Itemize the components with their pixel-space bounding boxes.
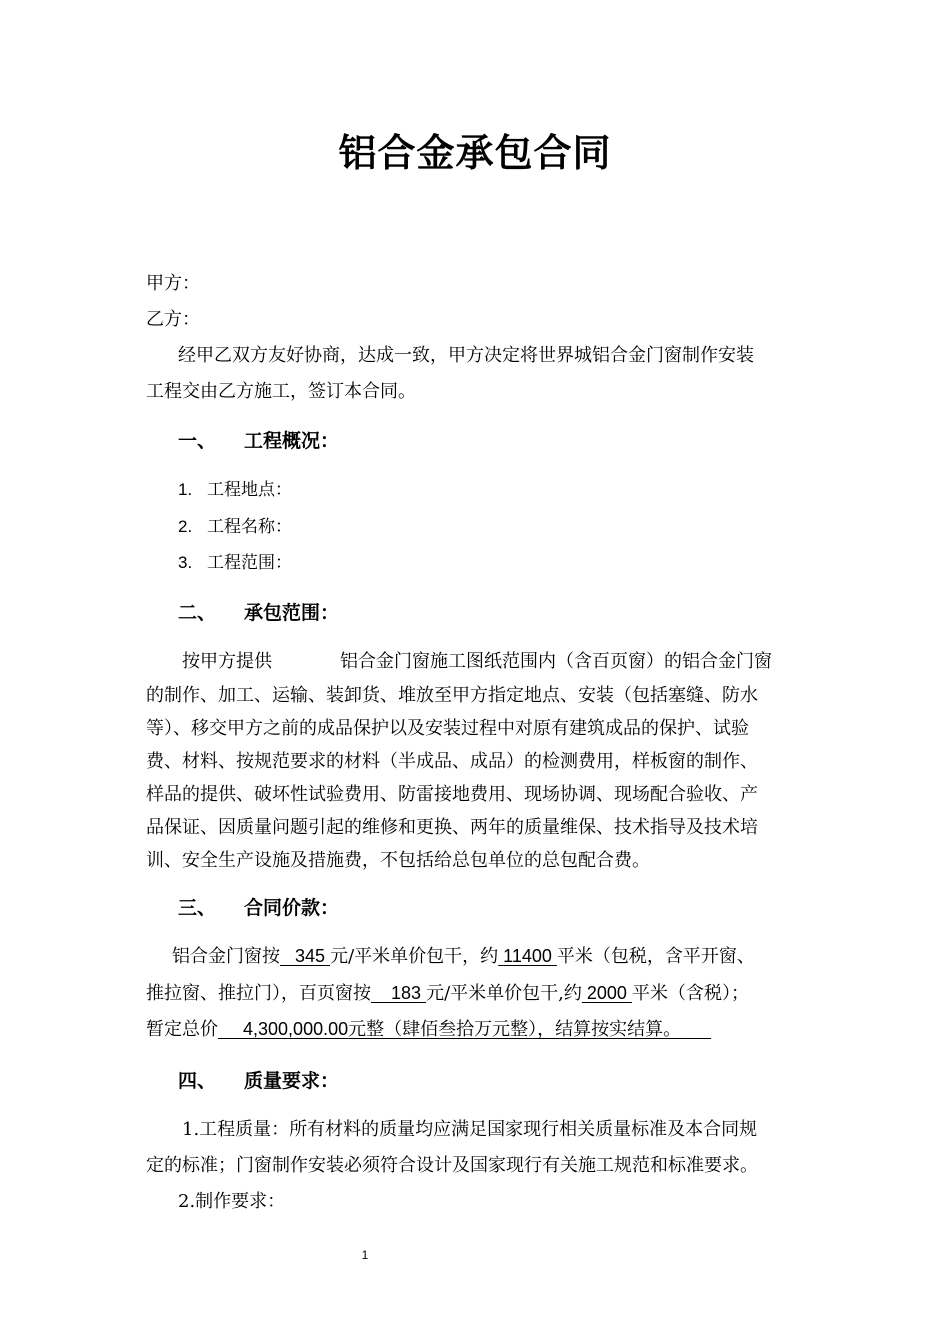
scope-line-1a: 按甲方提供 [182,651,272,672]
scope-line-1b: 铝合金门窗施工图纸范围内（含百页窗）的铝合金门窗 [340,651,772,672]
party-b-label: 乙方： [146,309,200,330]
area-louver: 2000 [586,983,627,1003]
price-line-2 [146,980,749,1007]
section-2-title: 承包范围： [244,602,340,624]
section-1-heading [178,427,339,455]
unit-price-window: 345 [295,946,326,966]
intro-line-1: 经甲乙双方友好协商，达成一致，甲方决定将世界城铝合金门窗制作安装 [178,345,754,366]
total-price: 4,300,000.00元整（肆佰叁拾万元整），结算按实结算。 [243,1019,682,1040]
page-number: 1 [361,1248,369,1262]
price-text: 元/平米单价包干,约 [426,983,582,1004]
unit-price-louver: 183 [391,983,422,1003]
section-1-title: 工程概况： [244,430,340,452]
party-a-label: 甲方： [146,273,200,294]
price-line-3 [146,1016,711,1043]
list-item [178,477,292,503]
scope-line-5: 样品的提供、破坏性试验费用、防雷接地费用、现场协调、现场配合验收、产 [146,784,758,805]
scope-line-4: 费、材料、按规范要求的材料（半成品、成品）的检测费用，样板窗的制作、 [146,751,758,772]
document-title: 铝合金承包合同 [338,131,612,175]
section-4-title: 质量要求： [244,1070,340,1092]
price-text: 平米（含税）； [631,983,749,1004]
list-item-text: 工程范围： [207,553,292,573]
list-item-number: 2. [178,517,193,536]
area-window: 11400 [503,946,552,966]
scope-line-2: 的制作、加工、运输、装卸货、堆放至甲方指定地点、安装（包括塞缝、防水 [146,685,758,706]
section-3-number: 三、 [178,897,217,919]
section-3-heading [178,894,339,922]
list-item [178,550,292,576]
section-2-heading [178,599,339,627]
scope-line-6: 品保证、因质量问题引起的维修和更换、两年的质量维保、技术指导及技术培 [146,817,758,838]
scope-line-7: 训、安全生产设施及措施费，不包括给总包单位的总包配合费。 [146,850,650,871]
list-item-text: 工程名称： [207,517,292,537]
list-item-number: 3. [178,553,193,572]
list-item-text: 工程地点： [207,480,292,500]
section-2-number: 二、 [178,602,217,624]
section-4-heading [178,1067,339,1095]
scope-line-3: 等）、移交甲方之前的成品保护以及安装过程中对原有建筑成品的保护、试验 [146,718,749,739]
quality-line-3: 2.制作要求： [178,1191,286,1212]
section-3-title: 合同价款： [244,897,340,919]
price-text: 平米（包税，含平开窗、 [556,946,755,967]
price-text: 暂定总价 [146,1019,218,1040]
section-1-number: 一、 [178,430,217,452]
list-item [178,514,292,540]
price-text: 元/平米单价包干，约 [330,946,499,967]
quality-line-1: 1.工程质量：所有材料的质量均应满足国家现行相关质量标准及本合同规 [182,1119,758,1140]
section-4-number: 四、 [178,1070,217,1092]
intro-line-2: 工程交由乙方施工，签订本合同。 [146,381,416,402]
price-text: 推拉窗、推拉门），百页窗按 [146,983,371,1004]
price-line-1 [172,943,755,970]
quality-line-2: 定的标准；门窗制作安装必须符合设计及国家现行有关施工规范和标准要求。 [146,1155,758,1176]
list-item-number: 1. [178,480,193,499]
price-text: 铝合金门窗按 [172,946,280,967]
